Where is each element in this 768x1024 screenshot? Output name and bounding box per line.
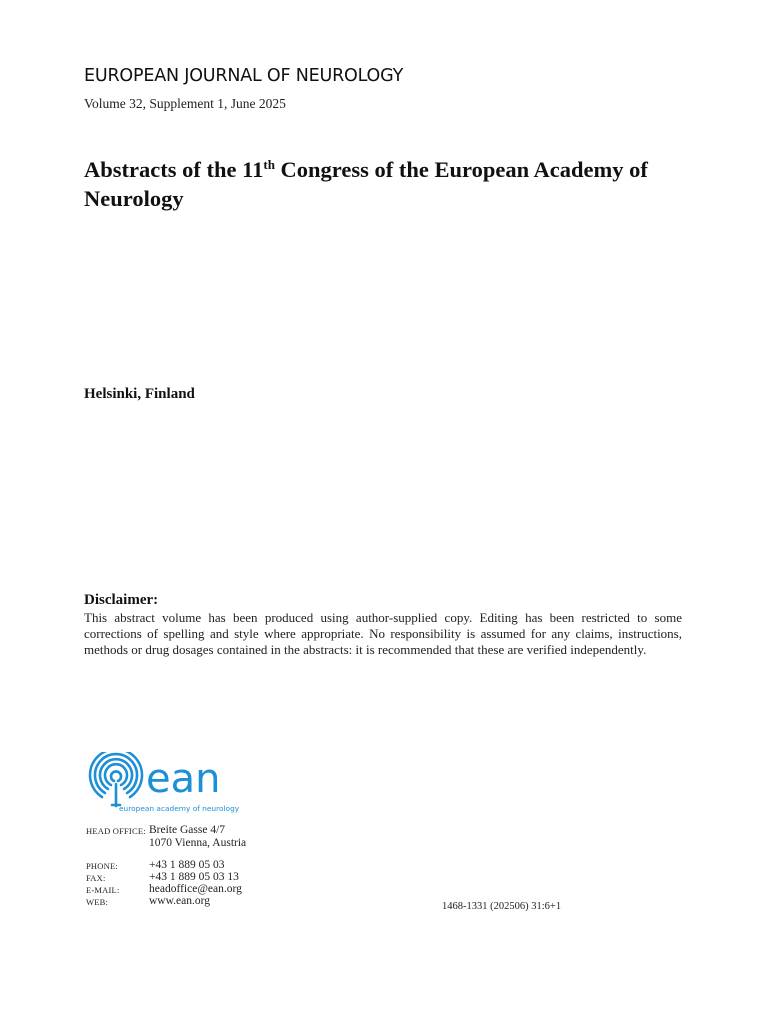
- congress-location: Helsinki, Finland: [84, 386, 195, 402]
- issn-code: 1468-1331 (202506) 31:6+1: [442, 901, 562, 912]
- email-label: E-MAIL:: [86, 885, 120, 895]
- main-title-suffix: Congress of the European Academy of Neurology: [84, 157, 648, 211]
- fax-label: FAX:: [86, 873, 106, 883]
- phone-label: PHONE:: [86, 861, 118, 871]
- web-label: WEB:: [86, 897, 109, 907]
- main-title: [84, 156, 704, 213]
- email-link[interactable]: headoffice@ean.org: [149, 883, 242, 895]
- logo-tagline: european academy of neurology: [119, 804, 240, 813]
- journal-title: EUROPEAN JOURNAL OF NEUROLOGY: [84, 66, 404, 86]
- logo-wordmark: ean: [146, 756, 221, 802]
- fax-value: +43 1 889 05 03 13: [149, 871, 239, 883]
- phone-value: +43 1 889 05 03: [149, 859, 225, 871]
- disclaimer-body: This abstract volume has been produced using author-supplied copy. Editing has been restricted to some corrections of spelling and style where appropriate. No responsibility is assumed for any claims, instructions, methods or drug dosages contained in the abstracts: it is recommended that these are verified independently.: [84, 610, 682, 657]
- ean-labyrinth-logo-icon: [84, 752, 264, 816]
- volume-line: Volume 32, Supplement 1, June 2025: [84, 96, 286, 111]
- address-line-2: 1070 Vienna, Austria: [149, 837, 247, 849]
- ean-logo: [84, 752, 264, 816]
- address-line-1: Breite Gasse 4/7: [149, 824, 226, 836]
- web-link[interactable]: www.ean.org: [149, 895, 210, 907]
- main-title-superscript: th: [263, 157, 275, 172]
- disclaimer-heading: Disclaimer:: [84, 592, 159, 608]
- head-office-label: HEAD OFFICE:: [86, 826, 146, 836]
- main-title-prefix: Abstracts of the 11: [84, 157, 264, 182]
